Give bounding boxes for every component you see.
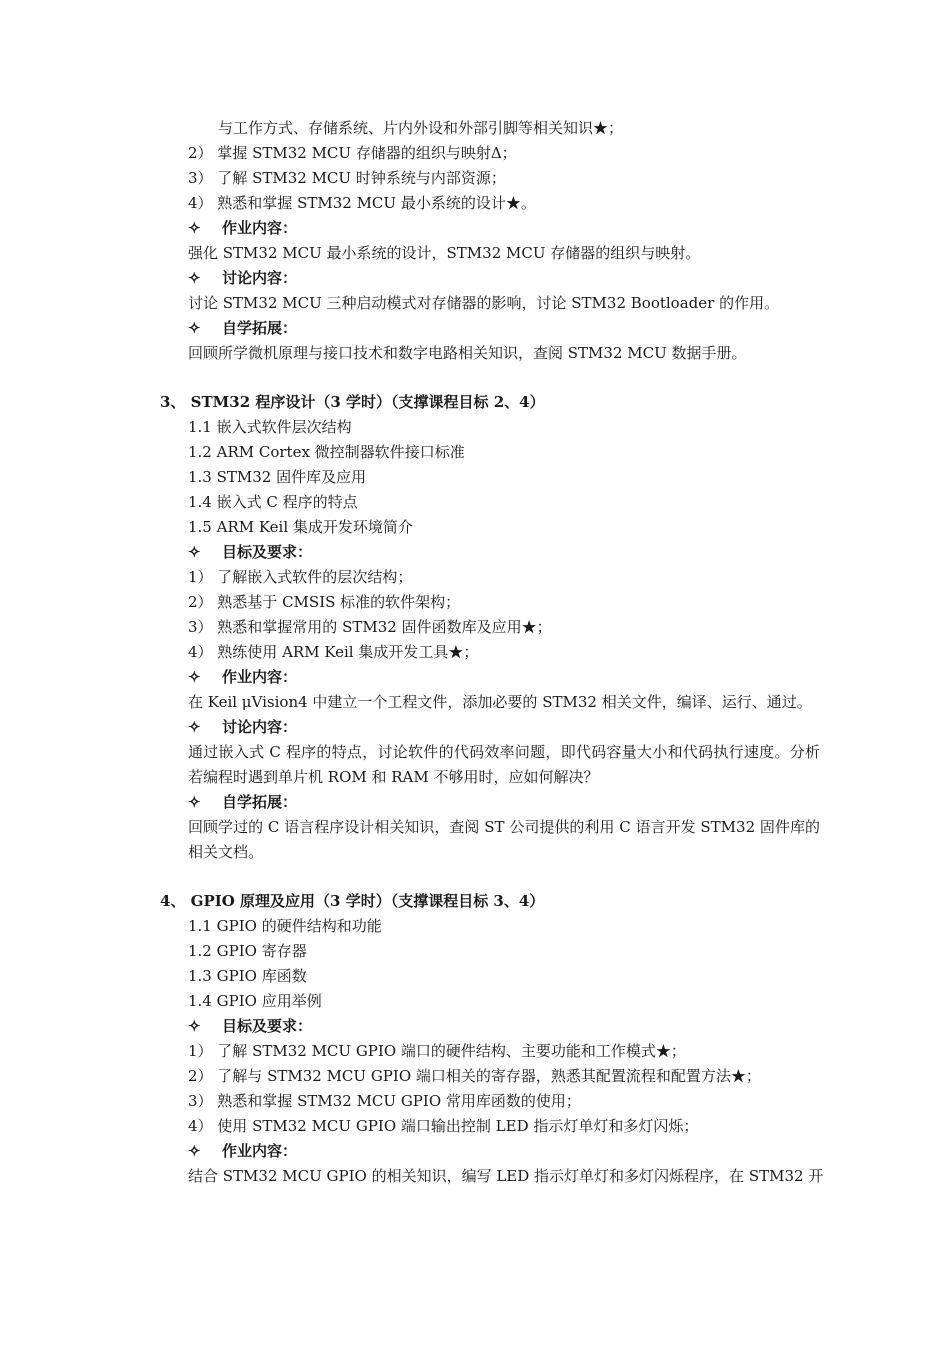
diamond-icon: ✧ [188, 1142, 201, 1160]
self-study-heading: ✧ 自学拓展： [160, 316, 840, 341]
requirement-line: 2） 熟悉基于 CMSIS 标准的软件架构； [188, 593, 461, 611]
self-study-text: 回顾所学微机原理与接口技术和数字电路相关知识，查阅 STM32 MCU 数据手册。 [188, 344, 747, 362]
diamond-icon: ✧ [188, 543, 201, 561]
homework-heading: ✧ 作业内容： [160, 216, 840, 241]
diamond-icon: ✧ [188, 793, 201, 811]
topic-item: 1.1 嵌入式软件层次结构 [188, 418, 352, 436]
homework-heading: ✧ 作业内容： [160, 665, 840, 690]
self-study-heading: ✧ 自学拓展： [160, 790, 840, 815]
diamond-icon: ✧ [188, 269, 201, 287]
requirement-line: 2） 了解与 STM32 MCU GPIO 端口相关的寄存器，熟悉其配置流程和配置方法★； [188, 1067, 761, 1085]
requirement-line: 4） 使用 STM32 MCU GPIO 端口输出控制 LED 指示灯单灯和多灯闪烁； [188, 1117, 699, 1135]
requirement-line: 3） 熟悉和掌握常用的 STM32 固件函数库及应用★； [188, 618, 552, 636]
requirement-line: 3） 了解 STM32 MCU 时钟系统与内部资源； [188, 169, 506, 187]
requirement-line: 3） 熟悉和掌握 STM32 MCU GPIO 常用库函数的使用； [188, 1092, 581, 1110]
goals-heading: ✧ 目标及要求： [160, 1014, 840, 1039]
diamond-icon: ✧ [188, 1017, 201, 1035]
diamond-icon: ✧ [188, 668, 201, 686]
diamond-icon: ✧ [188, 718, 201, 736]
homework-text: 结合 STM32 MCU GPIO 的相关知识，编写 LED 指示灯单灯和多灯闪烁程序，在 STM32 开 [188, 1167, 824, 1185]
diamond-icon: ✧ [188, 319, 201, 337]
section-heading: 4、 GPIO 原理及应用（3 学时）（支撑课程目标 3、4） [160, 892, 545, 910]
section-spacer [160, 865, 840, 889]
requirement-line: 1） 了解嵌入式软件的层次结构； [188, 568, 413, 586]
requirement-line: 2） 掌握 STM32 MCU 存储器的组织与映射Δ； [188, 144, 517, 162]
topic-item: 1.5 ARM Keil 集成开发环境简介 [188, 518, 413, 536]
section-spacer [160, 366, 840, 390]
self-study-text: 回顾学过的 C 语言程序设计相关知识，查阅 ST 公司提供的利用 C 语言开发 STM32 固件库的相关文档。 [188, 818, 820, 861]
homework-heading: ✧ 作业内容： [160, 1139, 840, 1164]
homework-text: 在 Keil μVision4 中建立一个工程文件，添加必要的 STM32 相关文件，编译、运行、通过。 [188, 693, 812, 711]
requirement-line: 4） 熟练使用 ARM Keil 集成开发工具★； [188, 643, 479, 661]
topic-item: 1.2 GPIO 寄存器 [188, 942, 307, 960]
requirement-line: 与工作方式、存储系统、片内外设和外部引脚等相关知识★； [218, 119, 624, 137]
discussion-heading: ✧ 讨论内容： [160, 715, 840, 740]
homework-text: 强化 STM32 MCU 最小系统的设计，STM32 MCU 存储器的组织与映射。 [188, 244, 701, 262]
topic-item: 1.4 嵌入式 C 程序的特点 [188, 493, 358, 511]
page-content [160, 116, 840, 1189]
discussion-text: 通过嵌入式 C 程序的特点，讨论软件的代码效率问题，即代码容量大小和代码执行速度。分析若编程时遇到单片机 ROM 和 RAM 不够用时，应如何解决？ [188, 743, 820, 786]
discussion-text: 讨论 STM32 MCU 三种启动模式对存储器的影响，讨论 STM32 Bootloader 的作用。 [188, 294, 780, 312]
topic-item: 1.2 ARM Cortex 微控制器软件接口标准 [188, 443, 465, 461]
discussion-heading: ✧ 讨论内容： [160, 266, 840, 291]
topic-item: 1.4 GPIO 应用举例 [188, 992, 322, 1010]
topic-item: 1.3 STM32 固件库及应用 [188, 468, 367, 486]
requirement-line: 4） 熟悉和掌握 STM32 MCU 最小系统的设计★。 [188, 194, 536, 212]
goals-heading: ✧ 目标及要求： [160, 540, 840, 565]
diamond-icon: ✧ [188, 219, 201, 237]
topic-item: 1.1 GPIO 的硬件结构和功能 [188, 917, 382, 935]
requirement-line: 1） 了解 STM32 MCU GPIO 端口的硬件结构、主要功能和工作模式★； [188, 1042, 686, 1060]
topic-item: 1.3 GPIO 库函数 [188, 967, 307, 985]
section-heading: 3、 STM32 程序设计（3 学时）（支撑课程目标 2、4） [160, 393, 545, 411]
